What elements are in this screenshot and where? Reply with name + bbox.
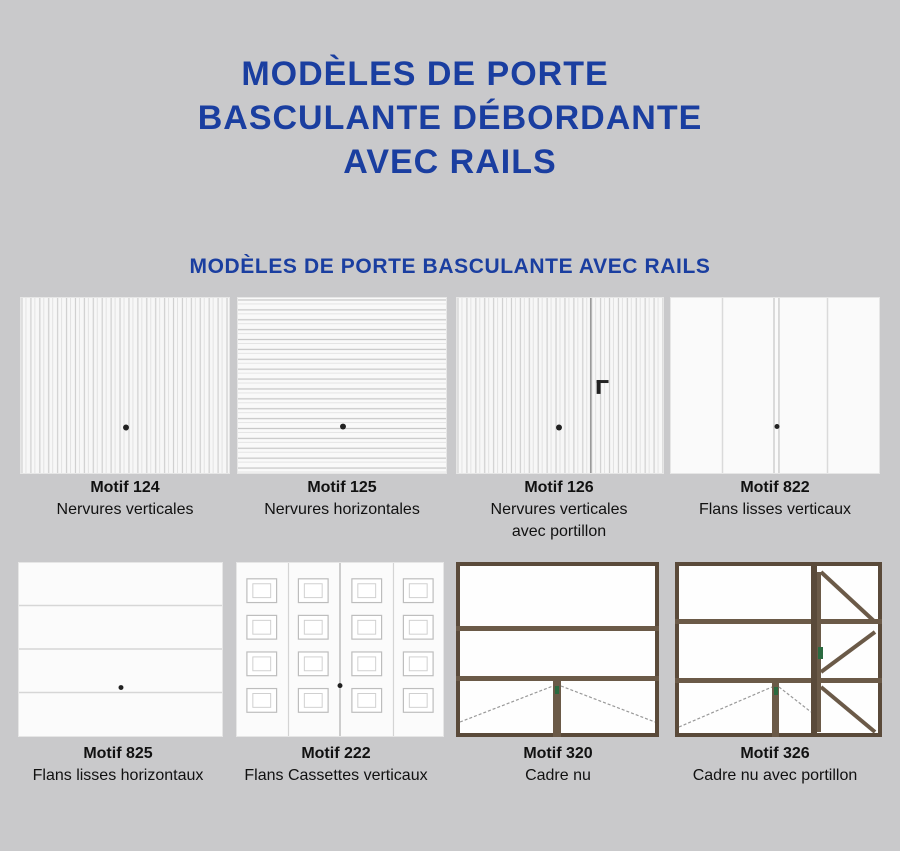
model-card-222[interactable] (236, 562, 456, 792)
model-caption-126 (449, 477, 669, 543)
model-card-326[interactable] (675, 562, 895, 792)
model-description: Cadre nu avec portillon (692, 767, 858, 784)
model-caption-825 (13, 743, 223, 787)
model-card-320[interactable] (456, 562, 676, 792)
door-image-125 (237, 297, 447, 474)
door-image-825 (18, 562, 223, 737)
door-image-126 (456, 297, 664, 474)
model-description: Flans lisses horizontaux (32, 767, 204, 784)
model-caption-320 (448, 743, 668, 787)
model-card-822[interactable] (670, 297, 890, 527)
model-code: Motif 126 (524, 479, 594, 496)
main-title-line-1: MODÈLES DE PORTE (241, 55, 609, 93)
section-subtitle: MODÈLES DE PORTE BASCULANTE AVEC RAILS (189, 255, 711, 278)
model-caption-822 (665, 477, 885, 521)
model-code: Motif 222 (301, 745, 371, 762)
model-code: Motif 124 (90, 479, 160, 496)
model-caption-124 (15, 477, 235, 521)
main-title-line-3: AVEC RAILS (343, 143, 557, 181)
model-description: Nervures verticales (56, 501, 194, 518)
model-card-126[interactable] (454, 297, 674, 547)
model-card-125[interactable] (237, 297, 457, 527)
door-image-222 (236, 562, 444, 737)
main-title-line-2: BASCULANTE DÉBORDANTE (197, 99, 703, 137)
door-image-320 (456, 562, 659, 737)
model-description: Cadre nu (525, 767, 591, 784)
model-description: Flans lisses verticaux (698, 501, 852, 518)
model-description: Nervures horizontales (264, 501, 420, 518)
model-card-124[interactable] (20, 297, 240, 527)
model-description: Nervures verticales avec portillon (490, 501, 628, 540)
model-code: Motif 125 (307, 479, 377, 496)
model-caption-125 (232, 477, 452, 521)
door-image-822 (670, 297, 880, 474)
model-caption-326 (665, 743, 885, 787)
model-description: Flans Cassettes verticaux (244, 767, 428, 784)
model-code: Motif 822 (740, 479, 810, 496)
main-title (0, 52, 900, 184)
model-caption-222 (228, 743, 444, 787)
model-code: Motif 320 (523, 745, 593, 762)
model-card-825[interactable] (18, 562, 238, 792)
model-code: Motif 326 (740, 745, 810, 762)
door-image-326 (675, 562, 882, 737)
model-code: Motif 825 (83, 745, 153, 762)
door-image-124 (20, 297, 230, 474)
